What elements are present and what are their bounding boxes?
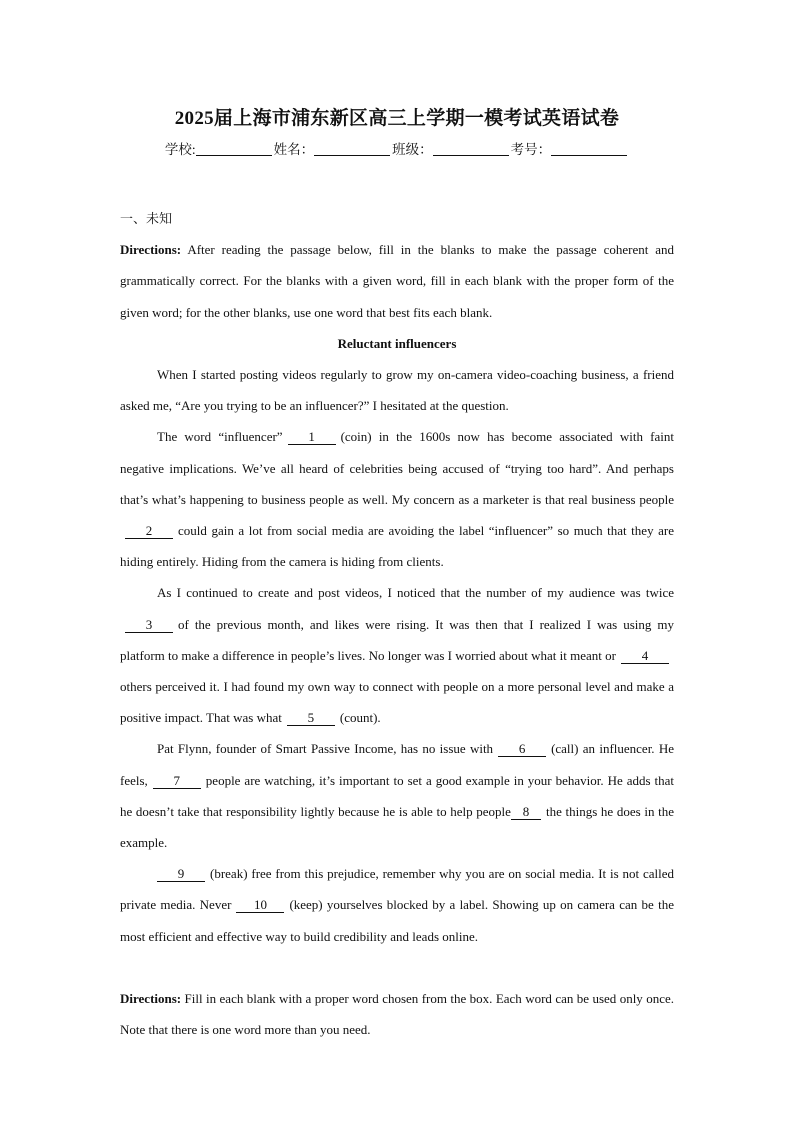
- passage-text: others perceived it. I had found my own way to connect with people on a more personal level and make a positive impact. That was what: [120, 679, 674, 726]
- spacer: [120, 952, 674, 983]
- directions-label: Directions:: [120, 242, 182, 258]
- directions-text: After reading the passage below, fill in the blanks to make the passage coherent and grammatically correct. For the blanks with a given word, fill in each blank with the proper form of the given word; for the other blanks, use one word that best fits each blank.: [120, 242, 674, 320]
- page-title: 2025届上海市浦东新区高三上学期一模考试英语试卷: [174, 108, 620, 129]
- blank-2[interactable]: 2: [125, 524, 173, 539]
- student-info-line: [0, 138, 794, 158]
- section-heading: 一、未知: [120, 211, 173, 226]
- passage-text: (count).: [339, 710, 381, 726]
- passage-text: of the previous month, and likes were rising. It was then that I realized I was using my platform to make a difference in people’s lives. No longer was I worried about what it meant or: [120, 616, 674, 663]
- directions-text: Fill in each blank with a proper word chosen from the box. Each word can be used only once. Note that there is one word more than you need.: [120, 990, 674, 1038]
- passage-text: (keep) yourselves blocked by a label. Showing up on camera can be the most efficient and effective way to build credibility and leads online.: [120, 897, 674, 944]
- passage-paragraph-2: [120, 421, 674, 577]
- passage-text: (call) an influencer. He feels,: [120, 741, 674, 788]
- passage-title: Reluctant influencers: [337, 335, 457, 351]
- blank-7[interactable]: 7: [153, 774, 201, 789]
- passage-paragraph-4: [120, 733, 674, 858]
- passage-text: could gain a lot from social media are avoiding the label “influencer” so much that they are hiding entirely. Hiding from the camera is hiding from clients.: [120, 523, 674, 570]
- passage-text: people are watching, it’s important to set a good example in your behavior. He adds that he doesn’t take that responsibility lightly because he is able to help people: [120, 772, 674, 819]
- passage-text: The word “influencer”: [157, 429, 283, 445]
- blank-5[interactable]: 5: [287, 711, 335, 726]
- passage-text: (coin) in the 1600s now has become associated with faint negative implications. We’ve all heard of celebrities being accused of “trying too hard”. And perhaps that’s what’s happening to business people as well. My concern as a marketer is that real business people: [120, 429, 674, 507]
- blank-9[interactable]: 9: [157, 867, 205, 882]
- class-label: 班级：: [392, 142, 433, 157]
- blank-6[interactable]: 6: [498, 742, 546, 757]
- directions-paragraph: [120, 234, 674, 328]
- passage-text: the things he does in the example.: [120, 803, 674, 851]
- passage-text: Pat Flynn, founder of Smart Passive Income, has no issue with: [157, 741, 494, 757]
- blank-4[interactable]: 4: [621, 649, 669, 664]
- directions-paragraph-2: [120, 983, 674, 1045]
- passage-paragraph-5: [120, 858, 674, 952]
- name-blank[interactable]: [314, 142, 390, 156]
- blank-10[interactable]: 10: [236, 898, 284, 913]
- directions-label: Directions:: [120, 990, 182, 1006]
- blank-3[interactable]: 3: [125, 618, 173, 633]
- blank-1[interactable]: 1: [288, 430, 336, 445]
- class-blank[interactable]: [433, 142, 509, 156]
- school-label: 学校:: [164, 142, 196, 157]
- name-label: 姓名：: [273, 142, 315, 157]
- school-blank[interactable]: [196, 142, 272, 156]
- passage-paragraph-1: When I started posting videos regularly to grow my on-camera video-coaching business, a friend asked me, “Are you trying to be an influencer?” I hesitated at the question.: [120, 367, 674, 414]
- passage-text: As I continued to create and post videos, I noticed that the number of my audience was twice: [157, 585, 674, 601]
- passage-paragraph-3: [120, 577, 674, 733]
- blank-8[interactable]: 8: [511, 805, 541, 820]
- exam-no-label: 考号：: [510, 142, 552, 157]
- exam-no-blank[interactable]: [551, 142, 627, 156]
- exam-content: [120, 203, 674, 1045]
- passage-text: (break) free from this prejudice, remember why you are on social media. It is not called private media. Never: [120, 866, 674, 913]
